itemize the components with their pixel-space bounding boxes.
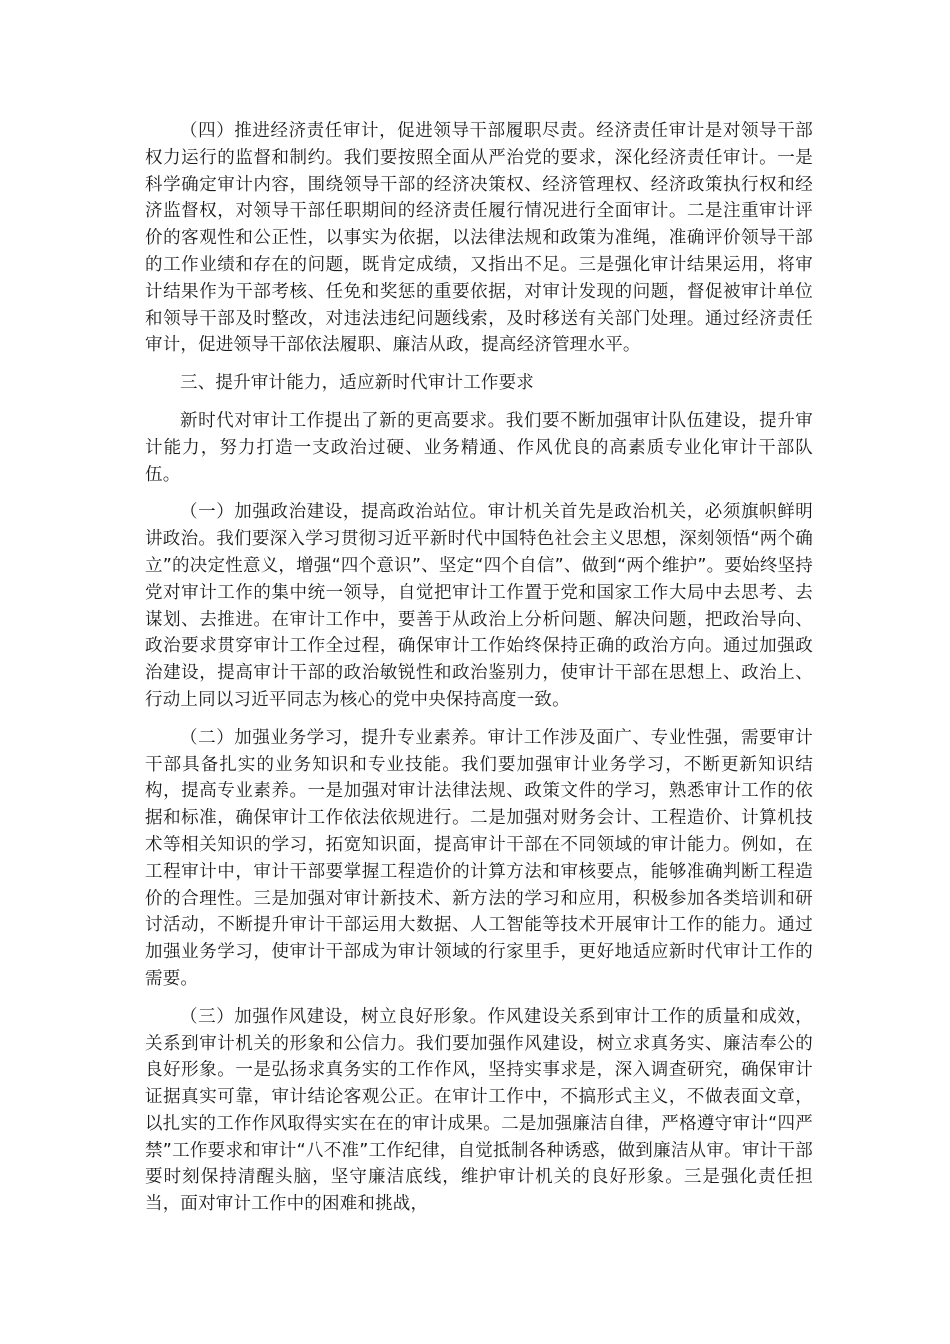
section-heading-improve-audit-capability: 三、提升审计能力，适应新时代审计工作要求: [180, 373, 534, 394]
paragraph-business-learning: （二）加强业务学习，提升专业素养。审计工作涉及面广、专业性强，需要审计干部具备扎实的业务知识和专业技能。我们要加强审计业务学习，不断更新知识结构，提高专业素养。一是加强对审计法律法规、政策文件的学习，熟悉审计工作的依据和标准，确保审计工作依法依规进行。二是加强对财务会计、工程造价、计算机技术等相关知识的学习，拓宽知识面，提高审计干部在不同领域的审计能力。例如，在工程审计中，审计干部要掌握工程造价的计算方法和审核要点，能够准确判断工程造价的合理性。三是加强对审计新技术、新方法的学习和应用，积极参加各类培训和研讨活动，不断提升审计干部运用大数据、人工智能等技术开展审计工作的能力。通过加强业务学习，使审计干部成为审计领域的行家里手，更好地适应新时代审计工作的需要。: [145, 727, 813, 989]
paragraph-new-era-requirements: 新时代对审计工作提出了新的更高要求。我们要不断加强审计队伍建设，提升审计能力，努力打造一支政治过硬、业务精通、作风优良的高素质专业化审计干部队伍。: [145, 410, 813, 485]
paragraph-economic-responsibility-audit: （四）推进经济责任审计，促进领导干部履职尽责。经济责任审计是对领导干部权力运行的监督和制约。我们要按照全面从严治党的要求，深化经济责任审计。一是科学确定审计内容，围绕领导干部的经济决策权、经济管理权、经济政策执行权和经济监督权，对领导干部任职期间的经济责任履行情况进行全面审计。二是注重审计评价的客观性和公正性，以事实为依据，以法律法规和政策为准绳，准确评价领导干部的工作业绩和存在的问题，既肯定成绩，又指出不足。三是强化审计结果运用，将审计结果作为干部考核、任免和奖惩的重要依据，对审计发现的问题，督促被审计单位和领导干部及时整改，对违法违纪问题线索，及时移送有关部门处理。通过经济责任审计，促进领导干部依法履职、廉洁从政，提高经济管理水平。: [145, 121, 813, 356]
document-body: [145, 118, 813, 1229]
paragraph-work-style-construction: （三）加强作风建设，树立良好形象。作风建设关系到审计工作的质量和成效，关系到审计机关的形象和公信力。我们要加强作风建设，树立求真务实、廉洁奉公的良好形象。一是弘扬求真务实的工作作风，坚持实事求是，深入调查研究，确保审计证据真实可靠，审计结论客观公正。在审计工作中，不搞形式主义，不做表面文章，以扎实的工作作风取得实实在在的审计成果。二是加强廉洁自律，严格遵守审计“四严禁”工作要求和审计“八不准”工作纪律，自觉抵制各种诱惑，做到廉洁从审。审计干部要时刻保持清醒头脑，坚守廉洁底线，维护审计机关的良好形象。三是强化责任担当，面对审计工作中的困难和挑战，: [145, 1006, 813, 1215]
paragraph-political-construction: （一）加强政治建设，提高政治站位。审计机关首先是政治机关，必须旗帜鲜明讲政治。我们要深入学习贯彻习近平新时代中国特色社会主义思想，深刻领悟“两个确立”的决定性意义，增强“四个意识”、坚定“四个自信”、做到“两个维护”。要始终坚持党对审计工作的集中统一领导，自觉把审计工作置于党和国家工作大局中去思考、去谋划、去推进。在审计工作中，要善于从政治上分析问题、解决问题，把政治导向、政治要求贯穿审计工作全过程，确保审计工作始终保持正确的政治方向。通过加强政治建设，提高审计干部的政治敏锐性和政治鉴别力，使审计干部在思想上、政治上、行动上同以习近平同志为核心的党中央保持高度一致。: [145, 502, 813, 710]
